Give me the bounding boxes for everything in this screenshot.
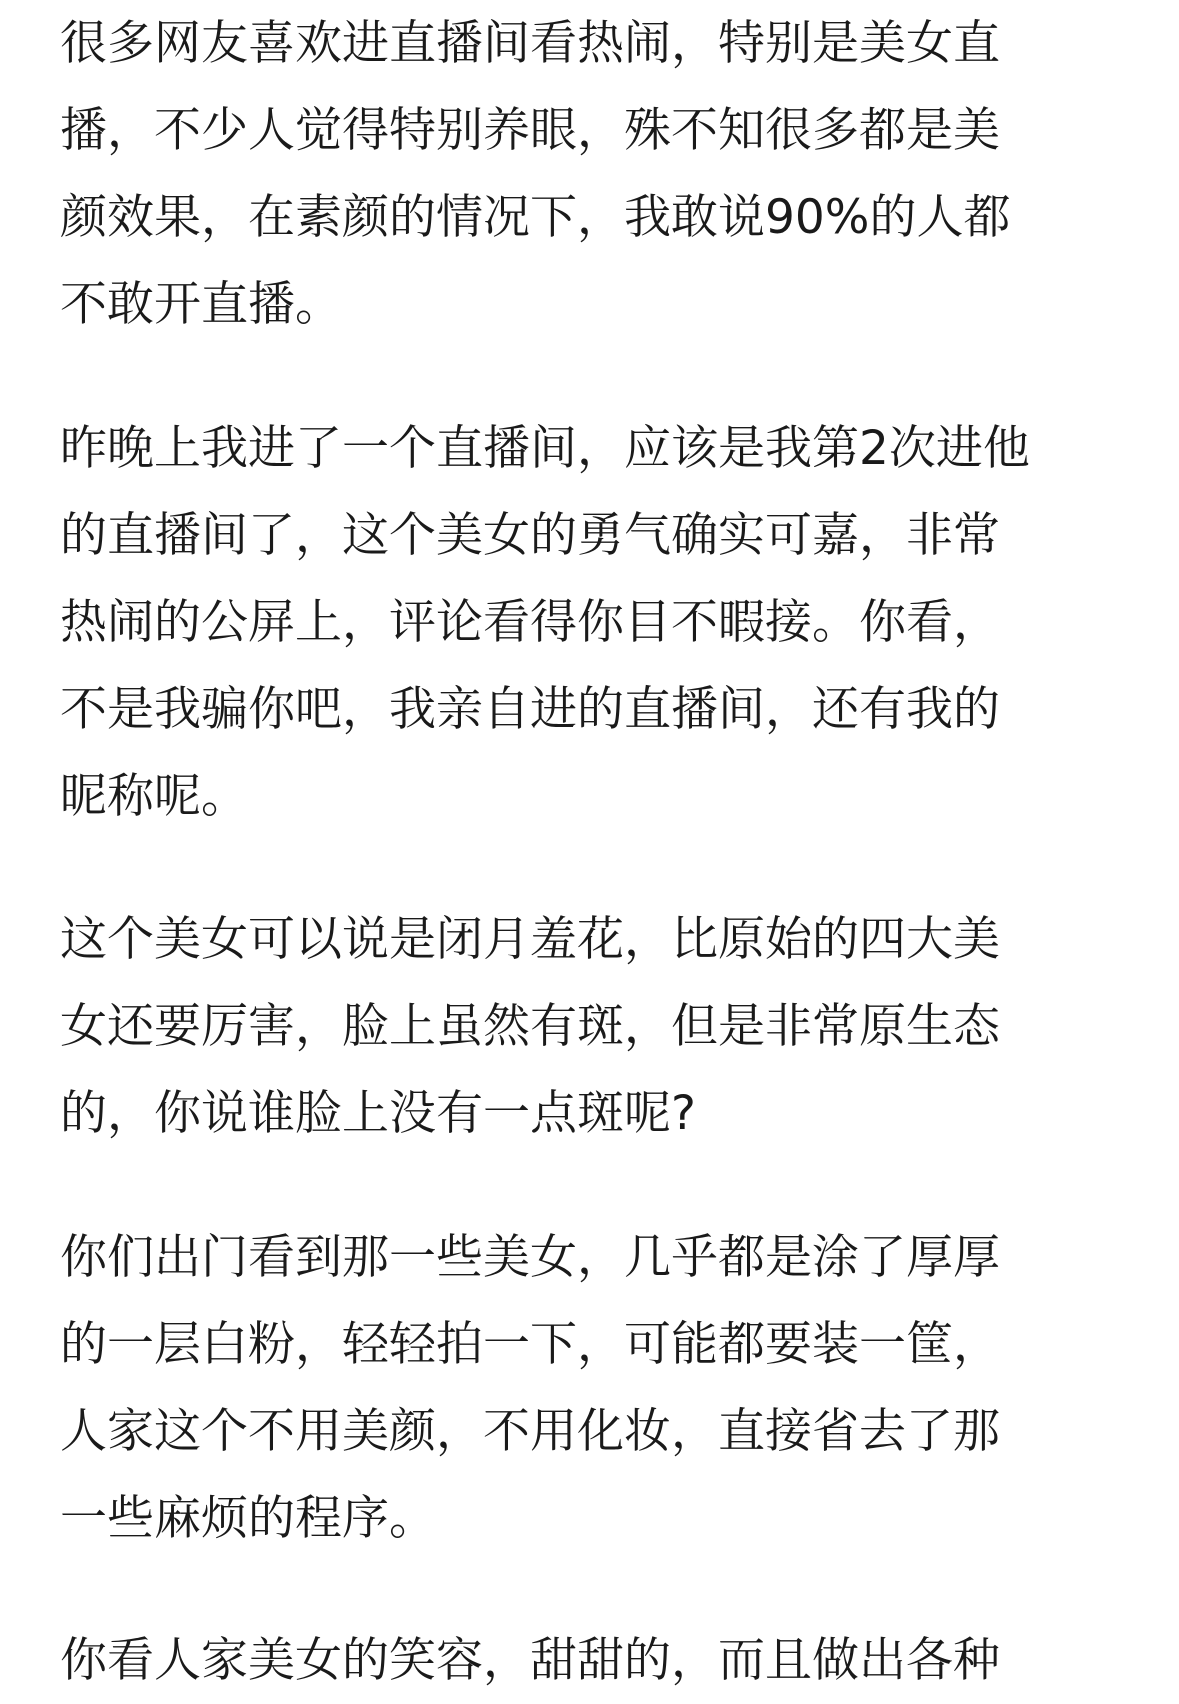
paragraph-line: 人家这个不用美颜，不用化妆，直接省去了那 xyxy=(60,1404,1000,1459)
paragraph-line: 很多网友喜欢进直播间看热闹，特别是美女直 xyxy=(60,16,1000,71)
paragraph-line: 的，你说谁脸上没有一点斑呢? xyxy=(60,1086,696,1141)
paragraph-line: 的直播间了，这个美女的勇气确实可嘉，非常 xyxy=(60,508,1000,563)
paragraph-2 xyxy=(60,405,1030,840)
paragraph-4 xyxy=(60,1214,1000,1562)
paragraph-line: 女还要厉害，脸上虽然有斑，但是非常原生态 xyxy=(60,999,1000,1054)
paragraph-line: 播，不少人觉得特别养眼，殊不知很多都是美 xyxy=(60,103,1000,158)
paragraph-1 xyxy=(60,0,1010,348)
paragraph-5 xyxy=(60,1617,1000,1704)
paragraph-line: 你们出门看到那一些美女，几乎都是涂了厚厚 xyxy=(60,1230,1000,1285)
paragraph-3 xyxy=(60,896,1000,1157)
paragraph-line: 昨晚上我进了一个直播间，应该是我第2次进他 xyxy=(60,421,1030,476)
paragraph-line: 昵称呢。 xyxy=(60,769,248,824)
paragraph-line: 不是我骗你吧，我亲自进的直播间，还有我的 xyxy=(60,682,1000,737)
paragraph-line: 不敢开直播。 xyxy=(60,277,342,332)
paragraph-line: 的一层白粉，轻轻拍一下，可能都要装一筐， xyxy=(60,1317,1000,1372)
paragraph-line: 一些麻烦的程序。 xyxy=(60,1491,436,1546)
paragraph-line: 你看人家美女的笑容，甜甜的，而且做出各种 xyxy=(60,1633,1000,1688)
paragraph-line: 这个美女可以说是闭月羞花，比原始的四大美 xyxy=(60,912,1000,967)
paragraph-line: 颜效果，在素颜的情况下，我敢说90%的人都 xyxy=(60,190,1011,245)
paragraph-line: 热闹的公屏上，评论看得你目不暇接。你看， xyxy=(60,595,1000,650)
